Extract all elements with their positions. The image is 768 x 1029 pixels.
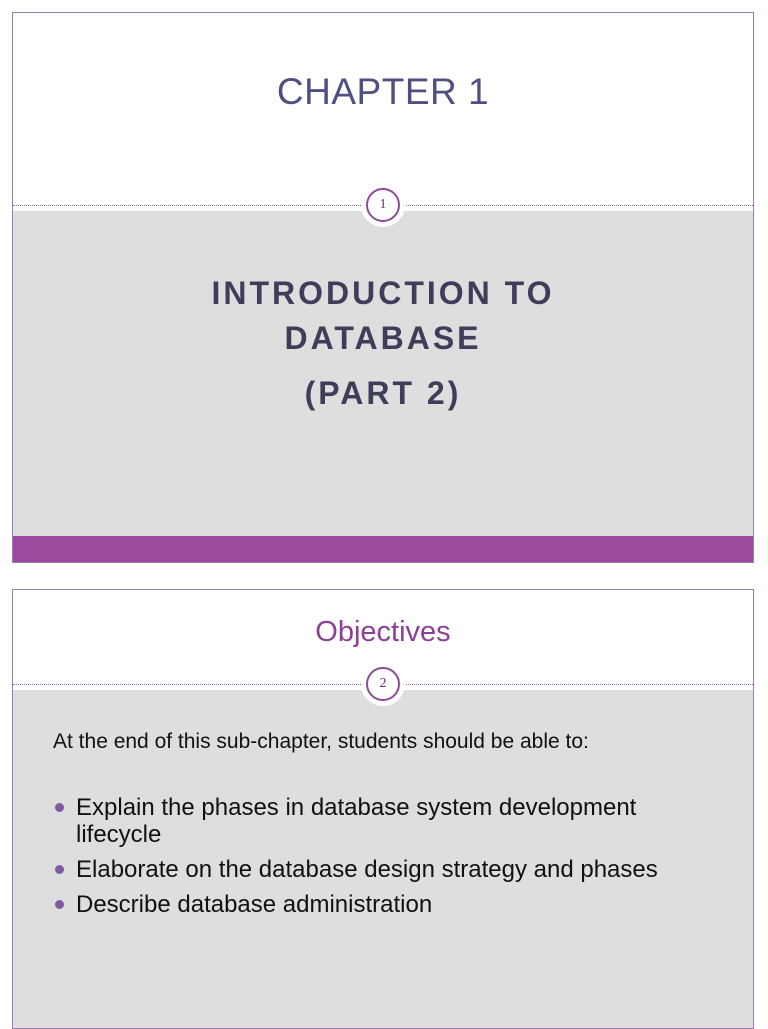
list-item-text: Elaborate on the database design strategy and phases (76, 856, 658, 883)
slide-1 (12, 12, 754, 563)
main-title (13, 271, 753, 416)
intro-text: At the end of this sub-chapter, students should be able to: (53, 730, 589, 753)
list-item-text: Describe database administration (76, 891, 433, 918)
slide-number: 2 (366, 667, 400, 701)
bullet-icon (55, 865, 64, 874)
slide-2-body (13, 690, 753, 1028)
slide-number: 1 (366, 188, 400, 222)
title-line-3: (PART 2) (304, 375, 462, 411)
slide-number-badge (361, 183, 405, 227)
list-item (53, 891, 723, 918)
list-item-text: Explain the phases in database system development lifecycle (76, 794, 637, 848)
bullet-icon (55, 900, 64, 909)
chapter-title: CHAPTER 1 (276, 71, 490, 112)
slide-1-body (13, 211, 753, 562)
list-item (53, 856, 723, 883)
title-line-2: DATABASE (284, 320, 482, 356)
slide-2 (12, 589, 754, 1029)
slide-number-badge (361, 662, 405, 706)
title-line-1: INTRODUCTION TO (211, 275, 555, 311)
bullet-icon (55, 803, 64, 812)
accent-bar (13, 536, 753, 562)
list-item (53, 794, 723, 848)
objectives-list (53, 794, 723, 926)
slide-1-header (13, 13, 753, 205)
objectives-title: Objectives (315, 616, 451, 648)
